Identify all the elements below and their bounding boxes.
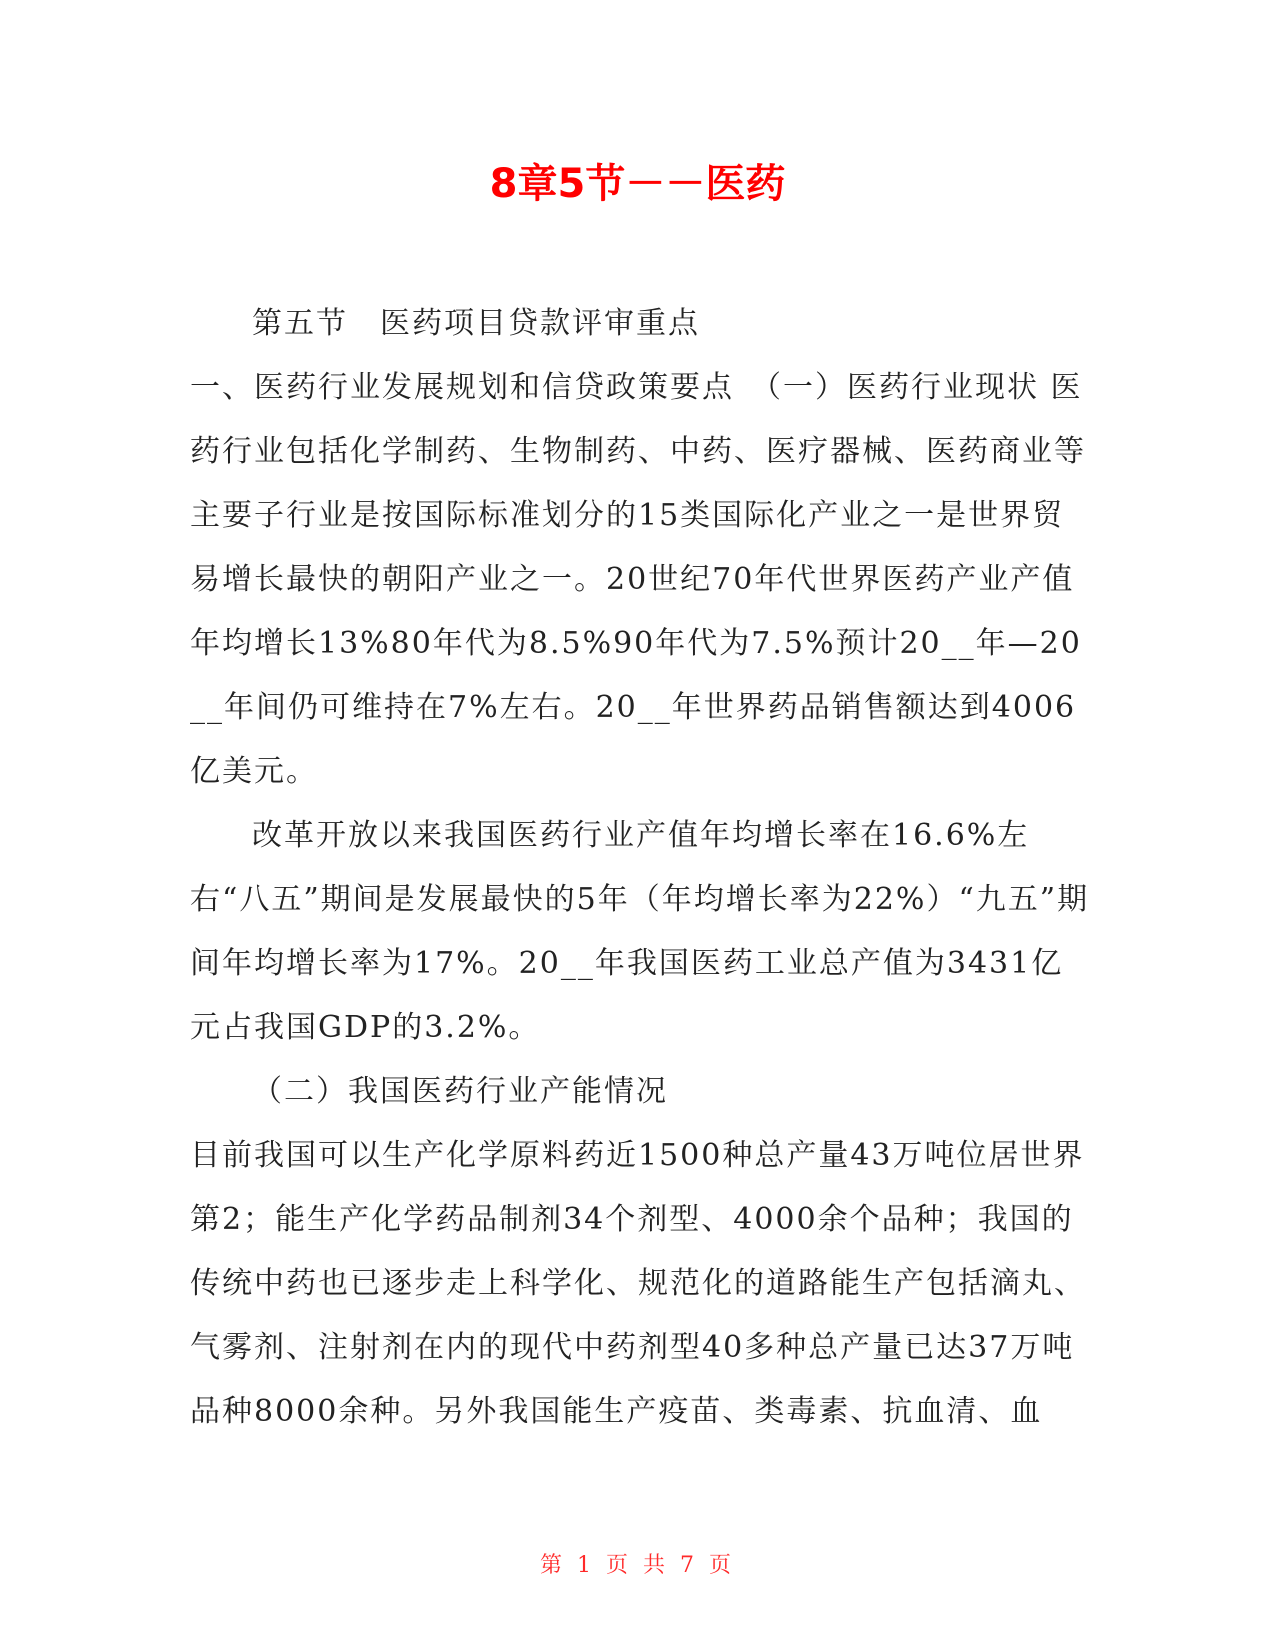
paragraph-industry-status: 一、医药行业发展规划和信贷政策要点 （一）医药行业现状 医药行业包括化学制药、生物制药、中药、医疗器械、医药商业等主要子行业是按国际标准划分的15类国际化产业之一是世界贸易增长最快的朝阳产业之一。20世纪70年代世界医药产业产值年均增长13%80年代为8.5%90年代为7.5%预计20__年—20__年间仍可维持在7%左右。20__年世界药品销售额达到4006亿美元。 (190, 370, 1086, 789)
paragraph-domestic-growth: 改革开放以来我国医药行业产值年均增长率在16.6%左右“八五”期间是发展最快的5年（年均增长率为22%）“九五”期间年均增长率为17%。20__年我国医药工业总产值为3431亿元占我国GDP的3.2%。 (190, 818, 1090, 1045)
paragraph-capacity: 目前我国可以生产化学原料药近1500种总产量43万吨位居世界第2；能生产化学药品制剂34个剂型、4000余个品种；我国的传统中药也已逐步走上科学化、规范化的道路能生产包括滴丸、气雾剂、注射剂在内的现代中药剂型40多种总产量已达37万吨品种8000余种。另外我国能生产疫苗、类毒素、抗血清、血 (190, 1138, 1086, 1429)
page-number-footer: 第 1 页 共 7 页 (540, 1553, 735, 1578)
document-title: 8章5节－－医药 (489, 161, 786, 207)
document-body (190, 292, 1090, 1444)
subsection-heading-capacity: （二）我国医药行业产能情况 (252, 1074, 668, 1109)
section-heading: 第五节 医药项目贷款评审重点 (252, 306, 700, 341)
